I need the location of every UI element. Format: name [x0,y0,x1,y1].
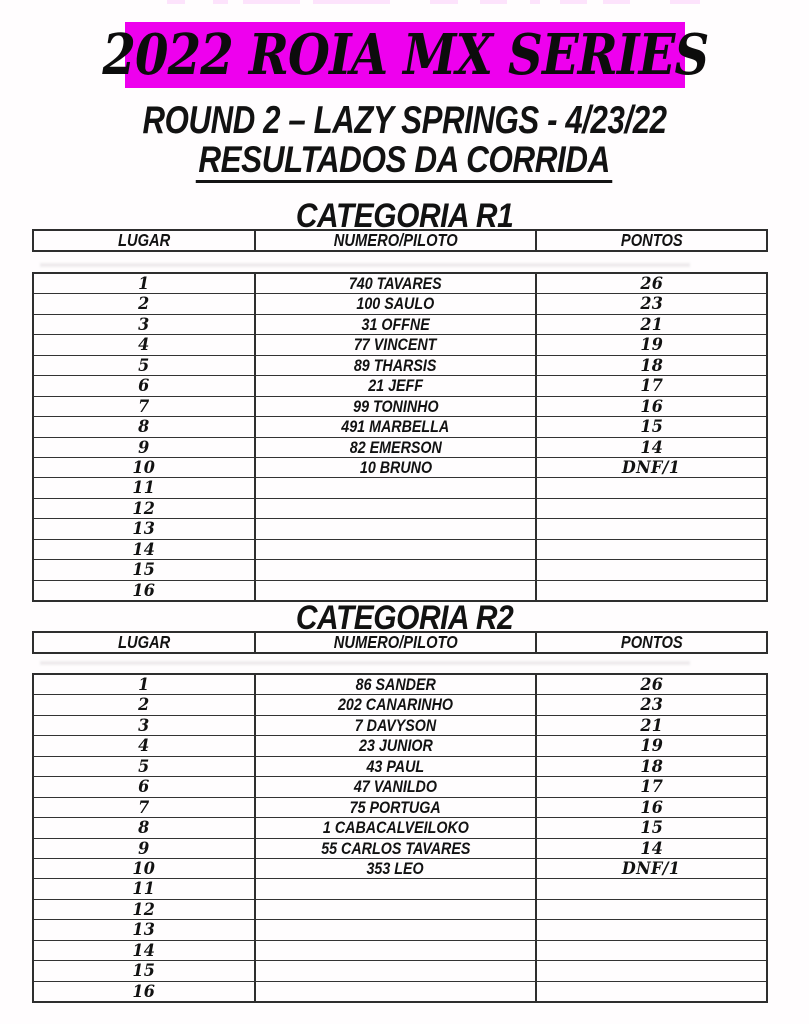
table-row [34,981,766,1001]
points-cell: 23 [535,695,766,715]
pilot-cell: 89 THARSIS [254,356,535,376]
pilot-cell: 491 MARBELLA [254,417,535,437]
pilot-cell: 100 SAULO [254,294,535,314]
scan-smudge [40,661,690,665]
pilot-cell: 43 PAUL [254,757,535,777]
pilot-cell [254,540,535,560]
results-label-line [0,141,809,181]
categoria-r2-table [32,673,768,1003]
table-row [34,878,766,898]
points-cell: 15 [535,417,766,437]
points-cell: 16 [535,397,766,417]
pilot-cell: 10 BRUNO [254,458,535,478]
table-row [34,838,766,858]
categoria-r1-heading: CATEGORIA R1 [295,197,514,235]
place-cell: 7 [138,797,150,817]
pilot-cell: 353 LEO [254,859,535,879]
place-cell: 1 [138,675,150,694]
table-row [34,416,766,436]
place-cell: 2 [138,294,150,314]
pilot-cell: 7 DAVYSON [254,716,535,736]
place-cell: 12 [132,498,156,518]
pilot-cell: 31 OFFNE [254,315,535,335]
r2-header-row [32,631,768,654]
points-cell [535,540,766,560]
points-cell: 14 [535,839,766,859]
table-row [34,539,766,559]
pilot-cell [254,982,535,1002]
place-cell: 10 [132,457,156,477]
place-cell: 6 [138,376,150,396]
table-row [34,858,766,878]
pilot-cell: 47 VANILDO [254,777,535,797]
place-cell: 8 [138,818,150,838]
place-cell: 1 [138,274,150,293]
points-cell [535,982,766,1002]
pilot-cell [254,920,535,940]
table-row [34,817,766,837]
place-cell: 4 [138,335,150,355]
place-cell: 13 [132,920,156,940]
pilot-cell [254,519,535,539]
place-cell: 3 [138,715,150,735]
table-row [34,899,766,919]
pilot-cell: 23 JUNIOR [254,736,535,756]
place-cell: 9 [138,437,150,457]
place-cell: 14 [132,940,156,960]
points-cell [535,941,766,961]
place-cell: 10 [132,858,156,878]
pilot-cell: 55 CARLOS TAVARES [254,839,535,859]
table-row [34,694,766,714]
pilot-cell [254,900,535,920]
points-cell [535,519,766,539]
points-cell: 16 [535,798,766,818]
place-cell: 16 [132,580,156,600]
pilot-cell: 99 TONINHO [254,397,535,417]
table-row [34,375,766,395]
round-subtitle-line [0,100,809,142]
table-row [34,274,766,293]
points-cell: 14 [535,438,766,458]
pilot-cell: 86 SANDER [254,675,535,695]
round-subtitle: ROUND 2 – LAZY SPRINGS - 4/23/22 [142,99,667,142]
pilot-cell [254,499,535,519]
points-cell [535,478,766,498]
pilot-cell: 21 JEFF [254,376,535,396]
pilot-cell: 77 VINCENT [254,335,535,355]
points-cell [535,961,766,981]
pilot-cell [254,581,535,601]
place-cell: 15 [132,560,156,580]
title-highlight [101,22,709,88]
pilot-cell: 740 TAVARES [254,274,535,294]
place-cell: 13 [132,519,156,539]
place-cell: 12 [132,899,156,919]
pilot-cell [254,879,535,899]
table-row [34,919,766,939]
table-row [34,940,766,960]
table-row [34,437,766,457]
points-cell [535,900,766,920]
pilot-cell [254,478,535,498]
place-cell: 3 [138,314,150,334]
table-row [34,559,766,579]
table-row [34,735,766,755]
place-cell: 11 [132,879,156,899]
points-cell: DNF/1 [535,859,766,879]
pilot-cell: 82 EMERSON [254,438,535,458]
place-cell: 9 [138,838,150,858]
place-cell: 7 [138,396,150,416]
place-cell: 4 [138,736,150,756]
points-cell [535,581,766,601]
points-cell: 19 [535,335,766,355]
place-cell: 8 [138,417,150,437]
points-cell: 26 [535,675,766,695]
points-cell: 17 [535,777,766,797]
r1-col-pontos: PONTOS [535,231,766,251]
scan-edge-artifact [0,0,809,5]
r1-header-row [32,229,768,252]
points-cell: 21 [535,315,766,335]
points-cell: 21 [535,716,766,736]
results-label: RESULTADOS DA CORRIDA [196,141,613,183]
categoria-r1-table [32,272,768,602]
points-cell: 26 [535,274,766,294]
r1-col-piloto: NUMERO/PILOTO [254,231,535,251]
place-cell: 15 [132,961,156,981]
table-row [34,580,766,600]
pilot-cell: 75 PORTUGA [254,798,535,818]
pilot-cell: 202 CANARINHO [254,695,535,715]
r2-col-pontos: PONTOS [535,633,766,653]
place-cell: 5 [138,756,150,776]
points-cell: 23 [535,294,766,314]
table-row [34,797,766,817]
table-row [34,756,766,776]
table-row [34,334,766,354]
place-cell: 6 [138,777,150,797]
page-title: 2022 ROIA MX SERIES [101,22,709,88]
points-cell [535,879,766,899]
place-cell: 11 [132,478,156,498]
table-row [34,293,766,313]
categoria-r2-heading: CATEGORIA R2 [295,599,514,637]
points-cell: 17 [535,376,766,396]
pilot-cell [254,941,535,961]
table-row [34,715,766,735]
r2-col-lugar: LUGAR [117,632,171,652]
r2-col-piloto: NUMERO/PILOTO [254,633,535,653]
table-row [34,960,766,980]
scan-smudge [40,263,690,267]
pilot-cell [254,560,535,580]
table-row [34,518,766,538]
points-cell: 18 [535,356,766,376]
place-cell: 14 [132,539,156,559]
points-cell: 18 [535,757,766,777]
place-cell: 16 [132,981,156,1001]
place-cell: 5 [138,355,150,375]
pilot-cell: 1 CABACALVEILOKO [254,818,535,838]
place-cell: 2 [138,695,150,715]
points-cell [535,920,766,940]
table-row [34,675,766,694]
points-cell [535,560,766,580]
table-row [34,498,766,518]
table-row [34,477,766,497]
r1-col-lugar: LUGAR [117,230,171,250]
table-row [34,457,766,477]
points-cell [535,499,766,519]
pilot-cell [254,961,535,981]
table-row [34,776,766,796]
points-cell: 19 [535,736,766,756]
points-cell: 15 [535,818,766,838]
table-row [34,314,766,334]
table-row [34,355,766,375]
table-row [34,396,766,416]
points-cell: DNF/1 [535,458,766,478]
